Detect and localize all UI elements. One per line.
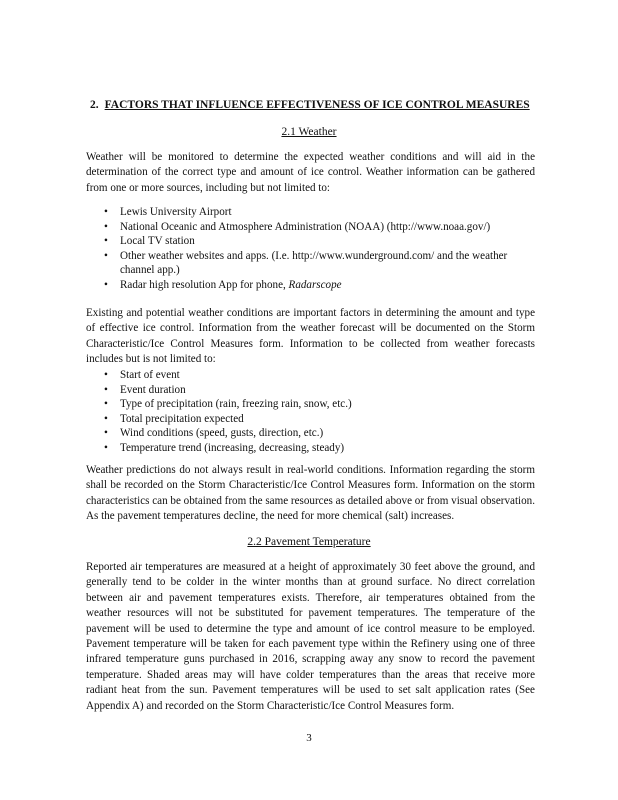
list-item: • Type of precipitation (rain, freezing rain, snow, etc.) bbox=[104, 398, 352, 411]
list-item: • Local TV station bbox=[104, 235, 195, 248]
forecast-info-list bbox=[0, 368, 618, 456]
list-item: • Other weather websites and apps. (I.e. http://www.wunderground.com/ and the weather channel app.) bbox=[104, 249, 508, 277]
section-title bbox=[90, 99, 530, 111]
section-number: 2. bbox=[90, 99, 99, 111]
subsection-heading-pavement: 2.2 Pavement Temperature bbox=[247, 536, 371, 548]
weather-predictions-paragraph: Weather predictions do not always result in real-world conditions. Information regarding the storm shall be recorded on the Storm Characteristic/Ice Control Measures form. Information on the storm characteristics can be obtained from the same resources as detailed above or from visual observation. As the pavement temperatures decline, the need for more chemical (salt) increases. bbox=[86, 464, 535, 523]
list-item: • Wind conditions (speed, gusts, direction, etc.) bbox=[104, 427, 324, 440]
list-item: • Radar high resolution App for phone, Radarscope bbox=[104, 278, 342, 291]
list-item: • Event duration bbox=[104, 383, 186, 396]
page-number: 3 bbox=[306, 732, 312, 744]
weather-intro-paragraph: Weather will be monitored to determine the expected weather conditions and will aid in the determination of the correct type and amount of ice control. Weather information can be gathered from one or more sources, including but not limited to: bbox=[86, 151, 535, 194]
section-title-text: FACTORS THAT INFLUENCE EFFECTIVENESS OF ICE CONTROL MEASURES bbox=[104, 99, 530, 111]
pavement-temperature-paragraph: Reported air temperatures are measured at a height of approximately 30 feet above the ground, and generally tend to be colder in the winter months than at ground surface. No direct correlation between air and pavement temperatures exists. Therefore, air temperatures obtained from the weather resources will not be substituted for pavement temperatures. The temperature of the pavement will be used to determine the type and amount of ice control measure to be employed. Pavement temperature will be taken for each pavement type within the Refinery using one of three infrared temperature guns purchased in 2016, scrapping away any snow to record the pavement temperature. Shaded areas may will have colder temperatures than the areas that receive more radiant heat from the sun. Pavement temperatures will be used to set salt application rates (See Appendix A) and recorded on the Storm Characteristic/Ice Control Measures form. bbox=[86, 561, 535, 712]
list-item: • Start of event bbox=[104, 369, 180, 381]
list-item: • National Oceanic and Atmosphere Administration (NOAA) (http://www.noaa.gov/) bbox=[104, 220, 491, 233]
subsection-heading-weather: 2.1 Weather bbox=[281, 126, 337, 138]
list-item: • Lewis University Airport bbox=[104, 206, 232, 218]
weather-factors-paragraph: Existing and potential weather conditions are important factors in determining the amount and type of effective ice control. Information from the weather forecast will be documented on the Storm Characteristic/Ice Control Measures form. Information to be collected from weather forecasts includes but is not limited to: bbox=[86, 307, 535, 366]
weather-sources-list bbox=[0, 205, 618, 293]
list-item: • Temperature trend (increasing, decreasing, steady) bbox=[104, 441, 345, 454]
list-item: • Total precipitation expected bbox=[104, 412, 244, 425]
